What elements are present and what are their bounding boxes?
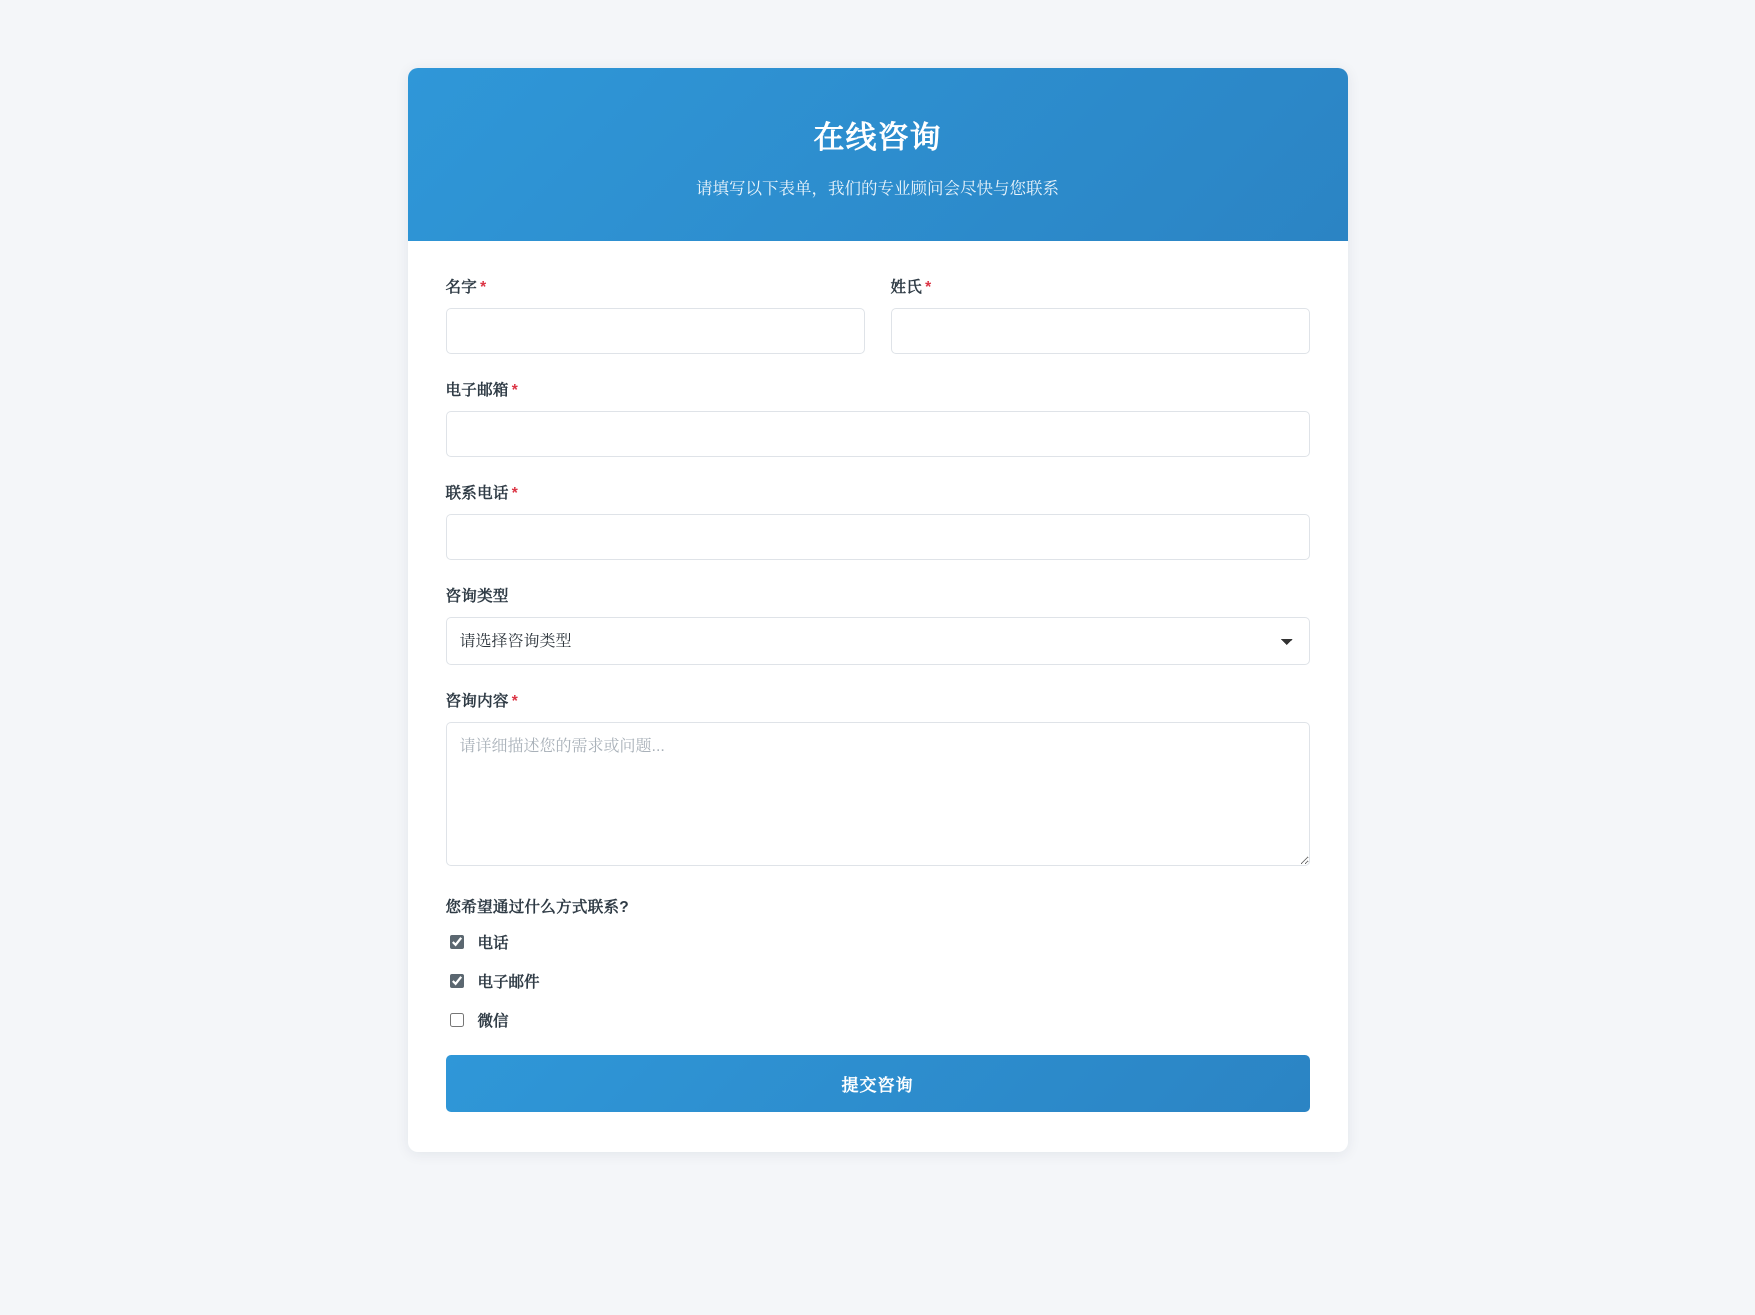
first-name-label bbox=[446, 275, 865, 297]
name-row bbox=[446, 275, 1310, 378]
page-title: 在线咨询 bbox=[813, 120, 942, 155]
message-label-text: 咨询内容 bbox=[445, 693, 509, 710]
email-label bbox=[446, 378, 1310, 400]
required-marker: * bbox=[480, 279, 487, 296]
last-name-label-text: 姓氏 bbox=[890, 279, 923, 296]
last-name-field bbox=[891, 275, 1310, 354]
message-label bbox=[446, 689, 1310, 711]
submit-button[interactable]: 提交咨询 bbox=[446, 1055, 1310, 1112]
required-marker: * bbox=[511, 485, 519, 502]
phone-input[interactable] bbox=[446, 514, 1310, 560]
phone-field-group bbox=[446, 481, 1310, 560]
last-name-input[interactable] bbox=[891, 308, 1310, 354]
required-marker: * bbox=[925, 279, 932, 296]
contact-option-email-label: 电子邮件 bbox=[477, 974, 540, 991]
form-header bbox=[408, 68, 1348, 241]
contact-option-phone[interactable] bbox=[446, 931, 1310, 953]
phone-label-text: 联系电话 bbox=[445, 485, 509, 502]
contact-preference-group bbox=[446, 895, 1310, 1031]
email-field-group bbox=[446, 378, 1310, 457]
form-body bbox=[408, 241, 1348, 1152]
first-name-label-text: 名字 bbox=[445, 279, 478, 296]
required-marker: * bbox=[511, 382, 519, 399]
message-field-group bbox=[446, 689, 1310, 871]
contact-option-phone-label: 电话 bbox=[477, 935, 509, 952]
contact-preference-label: 您希望通过什么方式联系? bbox=[445, 899, 630, 916]
first-name-field bbox=[446, 275, 865, 354]
email-label-text: 电子邮箱 bbox=[445, 382, 509, 399]
message-textarea[interactable] bbox=[446, 722, 1310, 866]
contact-option-wechat-label: 微信 bbox=[477, 1013, 509, 1030]
contact-option-phone-checkbox[interactable] bbox=[450, 935, 464, 949]
required-marker: * bbox=[511, 693, 519, 710]
inquiry-type-field-group bbox=[446, 584, 1310, 665]
first-name-input[interactable] bbox=[446, 308, 865, 354]
inquiry-type-label-text: 咨询类型 bbox=[445, 588, 509, 605]
inquiry-type-select[interactable] bbox=[446, 617, 1310, 665]
contact-option-wechat-checkbox[interactable] bbox=[450, 1013, 464, 1027]
inquiry-type-label bbox=[446, 584, 1310, 606]
contact-option-email[interactable] bbox=[446, 970, 1310, 992]
last-name-label bbox=[891, 275, 1310, 297]
consultation-form-card bbox=[408, 68, 1348, 1152]
phone-label bbox=[446, 481, 1310, 503]
contact-option-wechat[interactable] bbox=[446, 1009, 1310, 1031]
email-field[interactable] bbox=[446, 411, 1310, 457]
contact-option-email-checkbox[interactable] bbox=[450, 974, 464, 988]
page-subtitle: 请填写以下表单，我们的专业顾问会尽快与您联系 bbox=[696, 180, 1059, 198]
